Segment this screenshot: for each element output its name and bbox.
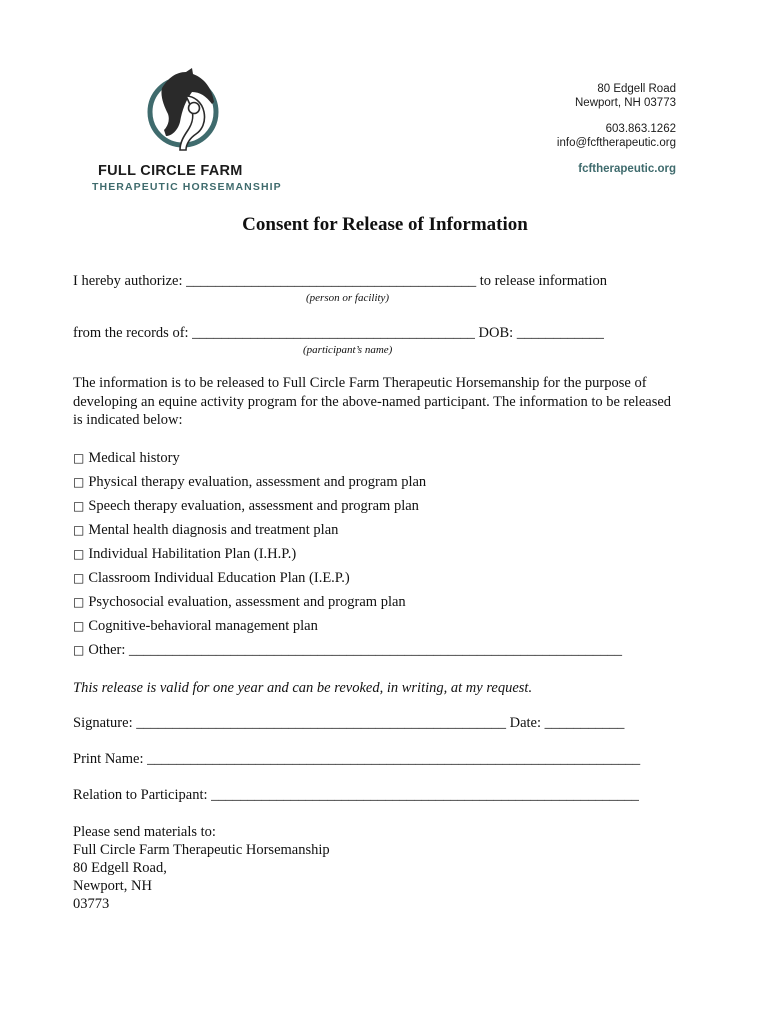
- checkbox-icon[interactable]: □: [73, 547, 85, 561]
- list-item-label: Cognitive-behavioral management plan: [88, 618, 318, 634]
- list-item-label: Medical history: [88, 450, 180, 466]
- list-item: [73, 593, 622, 617]
- signature-line: Signature: ___________________________________________________ Date: ___________: [73, 715, 625, 731]
- records-line: from the records of: _______________________________________ DOB: ____________: [73, 325, 604, 341]
- send-lead: Please send materials to:: [73, 824, 216, 840]
- checkbox-icon[interactable]: □: [73, 499, 85, 513]
- send-city: Newport, NH: [73, 878, 152, 894]
- phone-number: 603.863.1262: [605, 123, 676, 135]
- checkbox-icon[interactable]: □: [73, 475, 85, 489]
- list-item-label: Psychosocial evaluation, assessment and program plan: [88, 594, 406, 610]
- page-title: Consent for Release of Information: [242, 214, 528, 235]
- print-name-line: Print Name: ____________________________________________________________________: [73, 751, 641, 767]
- list-item-label: Physical therapy evaluation, assessment and program plan: [88, 474, 427, 490]
- contact-block: [557, 82, 676, 176]
- checkbox-icon[interactable]: □: [73, 595, 85, 609]
- list-item: [73, 569, 622, 593]
- list-item: [73, 497, 622, 521]
- list-item: [73, 641, 622, 665]
- list-item: [73, 473, 622, 497]
- list-item-label: Classroom Individual Education Plan (I.E.P.): [88, 570, 350, 586]
- validity-note: This release is valid for one year and can be revoked, in writing, at my request.: [73, 680, 533, 696]
- send-street: 80 Edgell Road,: [73, 860, 167, 876]
- list-item: [73, 521, 622, 545]
- checkbox-icon[interactable]: □: [73, 619, 85, 633]
- list-item-label: Other: ____________________________________________________________________: [88, 642, 623, 658]
- logo: [88, 66, 288, 194]
- list-item-label: Mental health diagnosis and treatment plan: [88, 522, 339, 538]
- relation-line: Relation to Participant: ___________________________________________________________: [73, 787, 639, 803]
- list-item-label: Individual Habilitation Plan (I.H.P.): [88, 546, 297, 562]
- email-address: info@fcftherapeutic.org: [556, 137, 676, 149]
- release-checklist: [73, 449, 622, 665]
- checkbox-icon[interactable]: □: [73, 523, 85, 537]
- authorize-caption: (person or facility): [306, 292, 390, 304]
- list-item: [73, 545, 622, 569]
- horse-head-circle-icon: [146, 66, 226, 162]
- authorize-line: I hereby authorize: ________________________________________ to release information: [73, 273, 607, 289]
- logo-title: FULL CIRCLE FARM: [98, 163, 243, 179]
- checkbox-icon[interactable]: □: [73, 643, 85, 657]
- purpose-paragraph: The information is to be released to Full Circle Farm Therapeutic Horsemanship for the purpose of developing an equine activity program for the above-named participant. The information to be released is indicated below:: [73, 375, 672, 428]
- logo-subtitle: THERAPEUTIC HORSEMANSHIP: [92, 181, 282, 193]
- website-link: fcftherapeutic.org: [578, 163, 676, 175]
- send-org: Full Circle Farm Therapeutic Horsemanship: [73, 842, 330, 858]
- records-caption: (participant’s name): [303, 344, 393, 356]
- list-item-label: Speech therapy evaluation, assessment and program plan: [88, 498, 419, 514]
- address-city: Newport, NH 03773: [575, 97, 676, 109]
- checkbox-icon[interactable]: □: [73, 571, 85, 585]
- checkbox-icon[interactable]: □: [73, 451, 85, 465]
- list-item: [73, 617, 622, 641]
- list-item: [73, 449, 622, 473]
- mailing-address-block: [73, 823, 330, 913]
- address-street: 80 Edgell Road: [597, 83, 676, 95]
- send-zip: 03773: [73, 896, 110, 912]
